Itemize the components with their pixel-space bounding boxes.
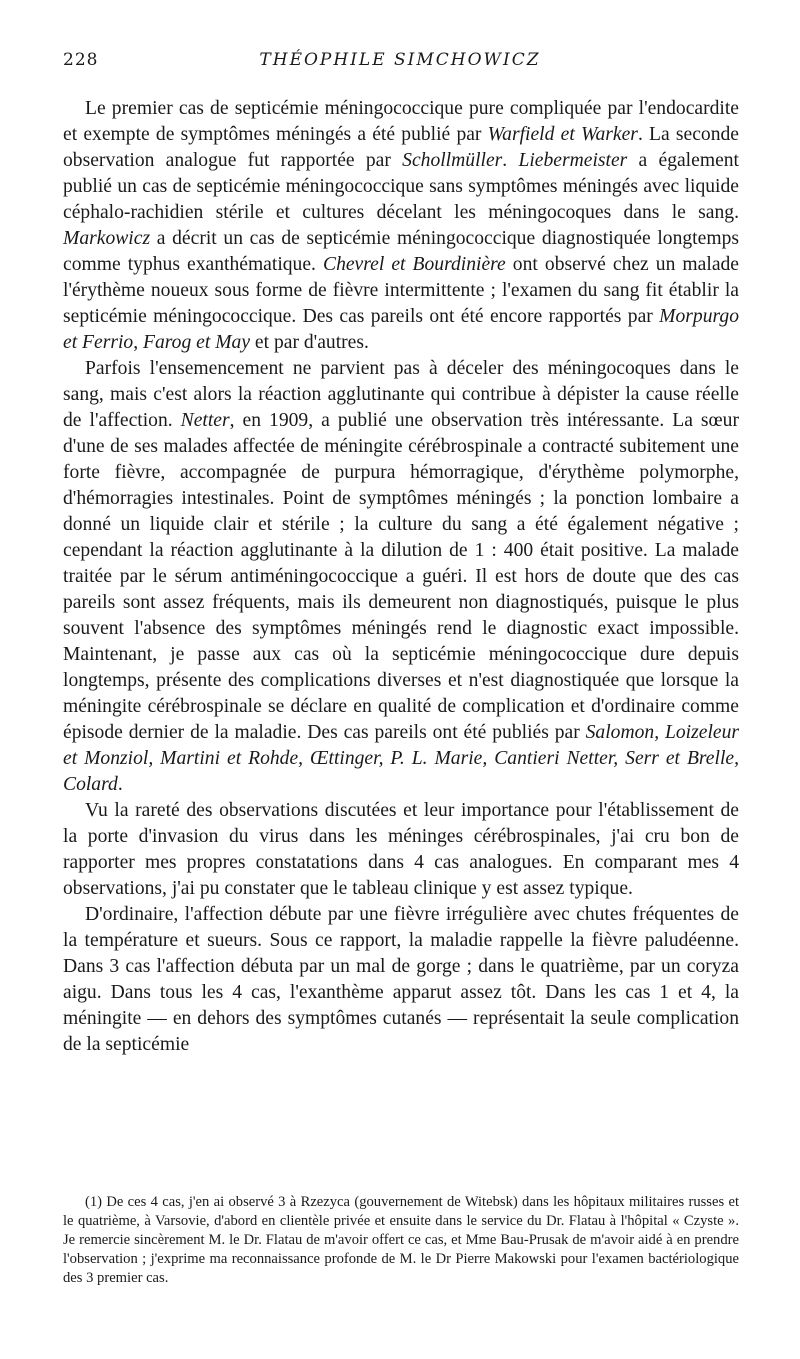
text-run: . <box>502 150 519 171</box>
text-run: D'ordinaire, l'affection débute par une fièvre irrégulière avec chutes fréquentes de la température et sueurs. Sous ce rapport, la maladie rappelle la fièvre paludéenne. Dans 3 cas l'affection débuta par un mal de gorge ; dans le quatrième, par un coryza aigu. Dans tous les 4 cas, l'exanthème apparut assez tôt. Dans les cas 1 et 4, la méningite — en dehors des symptômes cutanés — représentait la seule complication de la septicémie <box>63 904 739 1055</box>
text-run: a décrit un cas de septicémie méningococcique diagnostiquée longtemps comme typhus exanthématique. <box>63 228 739 275</box>
italic-run: Morpurgo et Ferrio <box>63 306 739 353</box>
paragraph <box>63 356 739 798</box>
text-run: . La seconde observation analogue fut rapportée par <box>63 124 740 171</box>
italic-run: Liebermeister <box>518 150 628 171</box>
text-run: , <box>133 332 143 353</box>
italic-run: Netter <box>180 410 230 431</box>
text-run: Parfois l'ensemencement ne parvient pas à déceler des méningocoques dans le sang, mais c'est alors la réaction agglutinante qui contribue à dépister la cause réelle de l'affection. <box>63 358 739 431</box>
italic-run: Schollmüller <box>402 150 503 171</box>
text-run: , en 1909, a publié une observation très intéressante. La sœur d'une de ses malades affectée de méningite cérébrospinale a contracté subitement une forte fièvre, accompagnée de purpura hémorragique, d'érythème polymorphe, d'hémorragies intestinales. Point de symptômes méningés ; la ponction lombaire a donné un liquide clair et stérile ; la culture du sang a été également négative ; cependant la réaction agglutinante à la dilution de 1 : 400 était positive. La malade traitée par le sérum antiméningococcique a guéri. Il est hors de doute que des cas pareils sont assez fréquents, mais ils demeurent non diagnostiqués, puisque le plus souvent l'absence des symptômes méningés rend le diagnostic exact impossible. Maintenant, je passe aux cas où la septicémie méningococcique dure depuis longtemps, présente des complications diverses et n'est diagnostiquée que lorsque la méningite cérébrospinale se déclare en qualité de complication et d'ordinaire comme épisode dernier de la maladie. Des cas pareils ont été publiés par <box>63 410 739 743</box>
footnote-text: (1) De ces 4 cas, j'en ai observé 3 à Rzezyca (gouvernement de Witebsk) dans les hôpitaux militaires russes et le quatrième, à Varsovie, d'abord en clientèle privée et ensuite dans le service du Dr. Flatau à l'hôpital « Czyste ». Je remercie sincèrement M. le Dr. Flatau de m'avoir offert ce cas, et Mme Bau-Prusak de m'avoir aidé à en prendre l'observation ; j'exprime ma reconnaissance profonde de M. le Dr Pierre Makowski pour l'examen bactériologique des 3 premier cas. <box>63 1194 739 1286</box>
text-run: a également publié un cas de septicémie méningococcique sans symptômes méningés avec liquide céphalo-rachidien stérile et cultures décelant les méningocoques dans le sang. <box>63 150 740 223</box>
text-run: Le premier cas de septicémie méningococcique pure compliquée par l'endocardite et exempte de symptômes méningés a été publié par <box>63 98 739 145</box>
text-run: et par d'autres. <box>250 332 369 353</box>
paragraph <box>63 96 739 356</box>
italic-run: Warfield et Warker <box>487 124 638 145</box>
text-run: ont observé chez un malade l'érythème noueux sous forme de fièvre intermittente ; l'examen du sang fit établir la septicémie méningococcique. Des cas pareils ont été encore rapportés par <box>63 254 740 327</box>
page-number: 228 <box>63 50 99 70</box>
italic-run: Chevrel et Bourdinière <box>323 254 506 275</box>
paragraph <box>63 902 739 1058</box>
text-run: . <box>117 774 123 795</box>
italic-run: Markowicz <box>63 228 151 249</box>
italic-run: Salomon, Loizeleur et Monziol, Martini et Rohde, Œttinger, P. L. Marie, Cantieri Netter, Serr et Brelle, Colard <box>63 722 740 795</box>
paragraph <box>63 798 739 902</box>
footnote <box>63 1193 739 1288</box>
italic-run: Farog et May <box>143 332 251 353</box>
page-header <box>63 50 737 76</box>
text-run: Vu la rareté des observations discutées et leur importance pour l'établissement de la porte d'invasion du virus dans les méninges cérébrospinales, j'ai cru bon de rapporter mes propres constatations dans 4 cas analogues. En comparant mes 4 observations, j'ai pu constater que le tableau clinique y est assez typique. <box>63 800 739 899</box>
body-text <box>63 96 739 1058</box>
running-title: THÉOPHILE SIMCHOWICZ <box>259 50 541 70</box>
